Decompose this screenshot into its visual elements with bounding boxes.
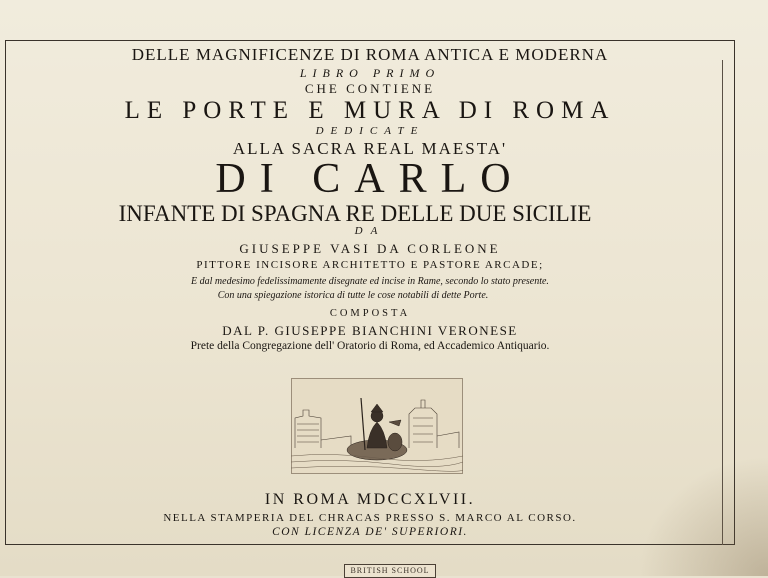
library-stamp: BRITISH SCHOOL	[344, 564, 436, 578]
composed-label: COMPOSTA	[329, 308, 411, 319]
imprint-license: CON LICENZA DE' SUPERIORI.	[272, 526, 468, 538]
imprint-printer: NELLA STAMPERIA DEL CHRACAS PRESSO S. MARCO AL CORSO.	[163, 512, 577, 524]
book-number: LIBRO PRIMO	[299, 66, 441, 80]
author-label: DA	[354, 225, 386, 237]
dedication-line: ALLA SACRA REAL MAESTA'	[232, 139, 508, 158]
dedicatee-name: DI CARLO	[215, 156, 525, 202]
commentator-title: Prete della Congregazione dell' Oratorio di Roma, ed Accademico Antiquario.	[190, 340, 550, 352]
explanation-note: Con una spiegazione istorica di tutte le cose notabili di dette Porte.	[217, 290, 489, 301]
dedication-label: DEDICATE	[315, 125, 425, 137]
dedicatee-title: INFANTE DI SPAGNA RE DELLE DUE SICILIE	[118, 201, 592, 226]
author-professions: PITTORE INCISORE ARCHITETTO E PASTORE ARCADE;	[196, 259, 544, 271]
commentator-name: DAL P. GIUSEPPE BIANCHINI VERONESE	[222, 323, 518, 338]
author-name: GIUSEPPE VASI DA CORLEONE	[239, 241, 501, 256]
main-title: LE PORTE E MURA DI ROMA	[124, 97, 616, 124]
imprint-place-date: IN ROMA MDCCXLVII.	[264, 491, 476, 508]
roma-allegory-vignette	[291, 378, 463, 474]
contents-intro: CHE CONTIENE	[304, 81, 436, 96]
engraving-note: E dal medesimo fedelissimamente disegnate ed incise in Rame, secondo lo stato presente.	[191, 276, 549, 287]
series-title: DELLE MAGNIFICENZE DI ROMA ANTICA E MODERNA	[131, 45, 609, 64]
